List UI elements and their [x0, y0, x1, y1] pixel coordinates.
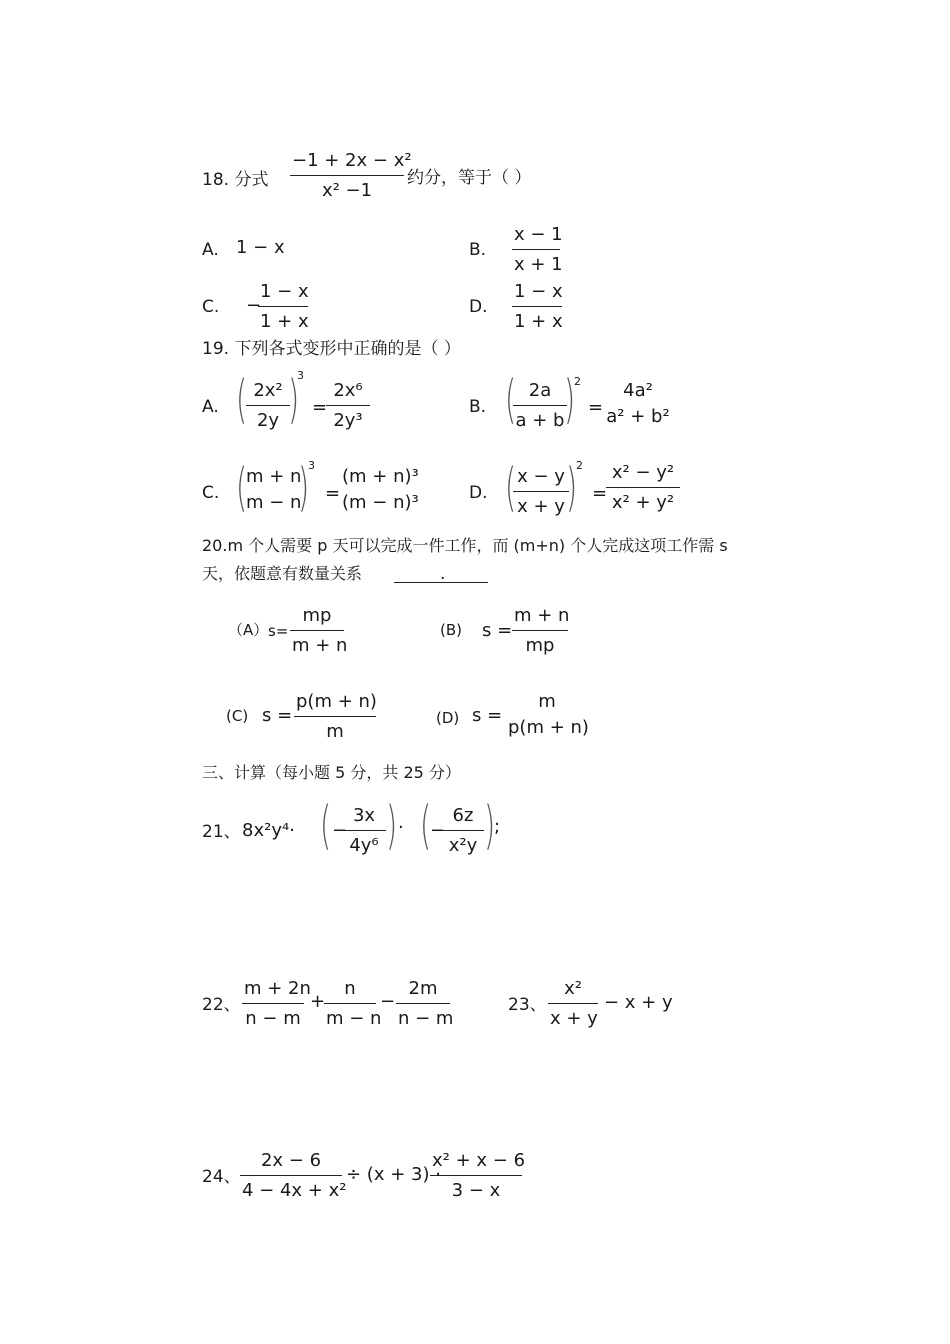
- q21-f1-den: 4y⁶: [349, 835, 379, 856]
- left-paren-icon: (: [505, 370, 517, 430]
- q22-f2-num: n: [344, 978, 356, 999]
- q20-a-fraction: [290, 605, 348, 657]
- q24-fraction-1: [240, 1150, 347, 1202]
- q18-option-c-num: 1 − x: [260, 281, 309, 302]
- q21-dot: ·: [398, 817, 404, 838]
- q19-d-equals: =: [592, 483, 608, 504]
- q19-c-left-fraction: [244, 466, 300, 514]
- q24-f1-den: 4 − 4x + x²: [242, 1180, 347, 1201]
- q19-d-l-num: x − y: [517, 466, 565, 487]
- q20-a-lhs: s=: [268, 622, 289, 640]
- q18-option-c-den: 1 + x: [260, 311, 309, 332]
- q18-stem-prefix: 18. 分式: [202, 170, 269, 190]
- q20-c-lhs: s =: [262, 705, 293, 726]
- q22-op1: +: [310, 991, 326, 1012]
- q21-fraction-1: [342, 805, 386, 857]
- q21-fraction-2: [442, 805, 484, 857]
- q19-d-power: 2: [576, 459, 583, 472]
- q19-a-left-fraction: [246, 380, 290, 432]
- q19-a-power: 3: [297, 369, 304, 382]
- q22-label: 22、: [202, 995, 241, 1015]
- q20-d-den: p(m + n): [508, 717, 589, 738]
- q19-b-power: 2: [574, 375, 581, 388]
- q19-a-l-den: 2y: [256, 410, 280, 431]
- q22-f1-num: m + 2n: [244, 978, 311, 999]
- q19-c-power: 3: [308, 459, 315, 472]
- q21-f2-sign: −: [430, 820, 446, 841]
- q24-f1-num: 2x − 6: [260, 1150, 322, 1171]
- q18-option-c: [258, 281, 308, 333]
- q18-option-d-label: D.: [469, 297, 488, 317]
- q19-b-right-fraction: [604, 380, 672, 428]
- q20-b-num: m + n: [514, 605, 570, 626]
- q19-b-r-den: a² + b²: [606, 406, 670, 427]
- q22-f3-den: n − m: [398, 1008, 454, 1029]
- q19-c-l-den: m − n: [246, 492, 302, 513]
- q19-option-b-label: B.: [469, 397, 487, 417]
- q21-end: ;: [494, 816, 501, 837]
- q18-option-b-den: x + 1: [514, 254, 563, 275]
- q24-label: 24、: [202, 1167, 241, 1187]
- q20-c-fraction: [294, 691, 376, 743]
- right-paren-icon: ): [298, 458, 310, 518]
- section-3-title: 三、计算（每小题 5 分，共 25 分）: [202, 763, 461, 782]
- q20-b-den: mp: [525, 635, 555, 656]
- q21-lead: 8x²y⁴·: [242, 820, 295, 841]
- q22-f2-den: m − n: [326, 1008, 382, 1029]
- q22-fraction-1: [242, 978, 311, 1030]
- q19-a-right-fraction: [326, 380, 370, 432]
- q21-f1-num: 3x: [352, 805, 376, 826]
- q20-option-d-label: (D): [436, 709, 460, 727]
- q19-d-right-fraction: [606, 462, 680, 514]
- q19-c-r-den: (m − n)³: [342, 492, 419, 513]
- q20-option-c-label: (C): [226, 707, 249, 725]
- q18-option-b-label: B.: [469, 240, 487, 260]
- q24-f2-den: 3 − x: [451, 1180, 501, 1201]
- q19-b-equals: =: [588, 397, 604, 418]
- q19-stem: 19. 下列各式变形中正确的是（ ）: [202, 339, 461, 359]
- q18-option-a-label: A.: [202, 240, 219, 260]
- q24-fraction-2: [430, 1150, 526, 1202]
- q19-a-r-num: 2x⁶: [333, 380, 363, 401]
- q20-c-den: m: [326, 721, 344, 742]
- q19-c-r-num: (m + n)³: [342, 466, 419, 487]
- q23-label: 23、: [508, 995, 547, 1015]
- q20-d-num: m: [538, 691, 556, 712]
- q19-a-r-den: 2y³: [333, 410, 363, 431]
- q20-option-b-label: (B): [440, 621, 462, 639]
- q18-option-d: [512, 281, 562, 333]
- q20-a-num: mp: [302, 605, 332, 626]
- right-paren-icon: ): [566, 458, 578, 518]
- left-paren-icon: (: [236, 458, 248, 518]
- q22-fraction-2: [324, 978, 382, 1030]
- right-paren-icon: ): [564, 370, 576, 430]
- q19-d-left-fraction: [513, 466, 569, 518]
- q20-a-den: m + n: [292, 635, 348, 656]
- q22-op2: −: [380, 991, 396, 1012]
- q20-blank-dot: .: [440, 564, 446, 584]
- q18-option-a: 1 − x: [236, 237, 285, 258]
- q23-den: x + y: [550, 1008, 598, 1029]
- q19-option-a-label: A.: [202, 397, 219, 417]
- q19-a-equals: =: [312, 397, 328, 418]
- q22-fraction-3: [396, 978, 454, 1030]
- q22-f3-num: 2m: [408, 978, 438, 999]
- left-paren-icon: (: [320, 796, 332, 856]
- q19-c-right-fraction: [340, 466, 420, 514]
- q20-b-fraction: [512, 605, 568, 657]
- q19-a-l-num: 2x²: [253, 380, 283, 401]
- q21-f2-num: 6z: [452, 805, 474, 826]
- q19-d-l-den: x + y: [517, 496, 565, 517]
- q23-fraction: [548, 978, 598, 1030]
- q19-c-l-num: m + n: [246, 466, 302, 487]
- left-paren-icon: (: [505, 458, 517, 518]
- q21-label: 21、: [202, 822, 241, 842]
- q20-d-lhs: s =: [472, 705, 503, 726]
- q20-d-fraction: [506, 691, 588, 739]
- q18-stem-suffix: 约分，等于（ ）: [407, 168, 532, 188]
- q19-b-l-num: 2a: [528, 380, 552, 401]
- q20-b-lhs: s =: [482, 620, 513, 641]
- q24-mid: ÷ (x + 3) ·: [346, 1164, 441, 1185]
- q19-option-d-label: D.: [469, 483, 488, 503]
- q24-f2-num: x² + x − 6: [432, 1150, 526, 1171]
- q19-b-left-fraction: [513, 380, 567, 432]
- q18-option-b: [512, 224, 563, 276]
- q23-num: x²: [564, 978, 582, 999]
- q19-b-r-num: 4a²: [623, 380, 653, 401]
- right-paren-icon: ): [288, 370, 300, 430]
- q20-line2: 天，依题意有数量关系: [202, 564, 363, 583]
- q20-option-a-label: （A）: [228, 621, 269, 639]
- q19-d-r-den: x² + y²: [611, 492, 675, 513]
- q18-numerator: −1 + 2x − x²: [292, 150, 412, 171]
- right-paren-icon: ): [484, 796, 496, 856]
- q20-c-num: p(m + n): [296, 691, 377, 712]
- q18-option-b-num: x − 1: [514, 224, 563, 245]
- right-paren-icon: ): [386, 796, 398, 856]
- q20-line1: 20.m 个人需要 p 天可以完成一件工作，而 (m+n) 个人完成这项工作需 s: [202, 536, 728, 555]
- q19-c-equals: =: [325, 483, 341, 504]
- q21-f1-sign: −: [332, 820, 348, 841]
- left-paren-icon: (: [236, 370, 248, 430]
- q23-tail: − x + y: [604, 992, 673, 1013]
- q19-b-l-den: a + b: [515, 410, 565, 431]
- q18-option-d-den: 1 + x: [514, 311, 563, 332]
- q19-d-r-num: x² − y²: [611, 462, 675, 483]
- q18-option-d-num: 1 − x: [514, 281, 563, 302]
- q18-denominator: x² −1: [321, 180, 373, 201]
- left-paren-icon: (: [420, 796, 432, 856]
- q18-option-c-sign: −: [246, 295, 262, 316]
- q19-option-c-label: C.: [202, 483, 220, 503]
- q18-fraction: [290, 150, 412, 202]
- q21-f2-den: x²y: [448, 835, 478, 856]
- q18-option-c-label: C.: [202, 297, 220, 317]
- q22-f1-den: n − m: [245, 1008, 301, 1029]
